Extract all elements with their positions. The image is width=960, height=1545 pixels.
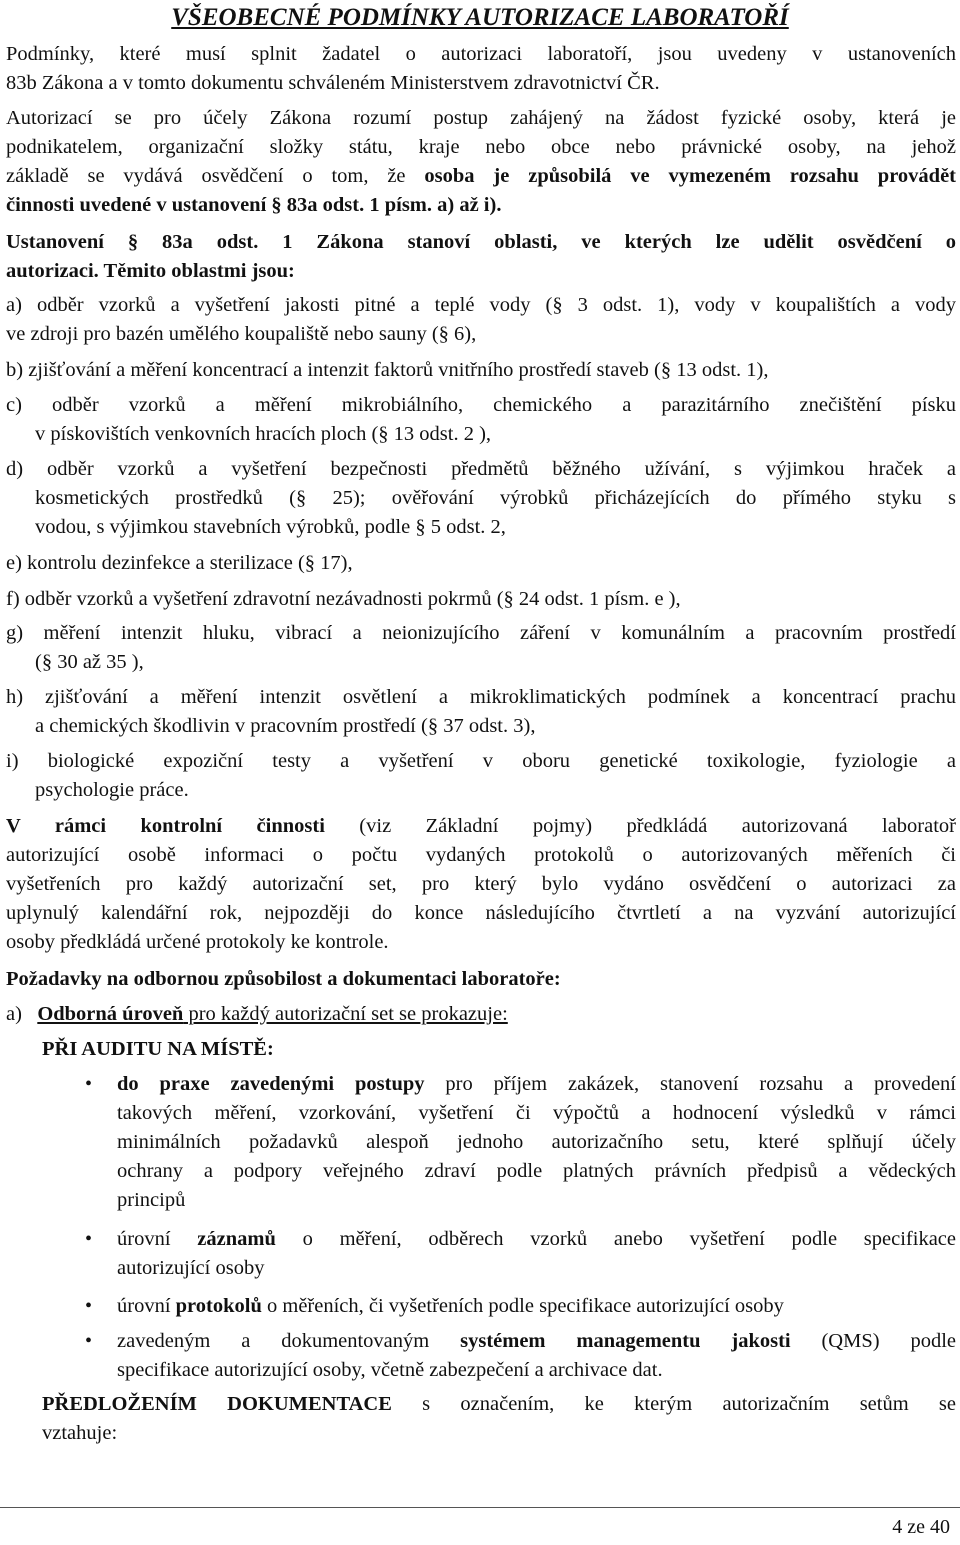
list-item-h: h) zjišťování a měření intenzit osvětlení a mikroklimatických podmínek a koncentrací prachu a chemických škodlivin v pracovním prostředí (§ 37 odst. 3), [6,686,956,737]
bullet-icon: • [85,1295,93,1317]
bullet-item-qms: zavedeným a dokumentovaným systémem managementu jakosti (QMS) podle specifikace autorizující osoby, včetně zabezpečení a archivace dat. [117,1330,956,1381]
odborna-uroven-line: a) Odborná úroveň pro každý autorizační set se prokazuje: [6,1003,508,1025]
intro-paragraph: Podmínky, které musí splnit žadatel o autorizaci laboratoří, jsou uvedeny v ustanoveních 83b Zákona a v tomto dokumentu schváleném Ministerstvem zdravotnictví ČR. [6,43,956,94]
list-item-a: a) odběr vzorků a vyšetření jakosti pitné a teplé vody (§ 3 odst. 1), vody v koupalištích a vody ve zdroji pro bazén umělého koupaliště nebo sauny (§ 6), [6,294,956,345]
audit-heading: PŘI AUDITU NA MÍSTĚ: [42,1038,274,1060]
list-item-c: c) odběr vzorků a měření mikrobiálního, chemického a parazitárního znečištění písku v pískovištích venkovních hracích ploch (§ 13 odst. 2 ), [6,394,956,445]
bullet-icon: • [85,1073,93,1095]
bullet-item-zaznamy: úrovní záznamů o měření, odběrech vzorků anebo vyšetření podle specifikace autorizující osoby [117,1228,956,1279]
page-number: 4 ze 40 [892,1516,950,1538]
ustanoveni-paragraph: Ustanovení § 83a odst. 1 Zákona stanoví oblasti, ve kterých lze udělit osvědčení o autorizaci. Těmito oblastmi jsou: [6,231,956,282]
section-heading: Požadavky na odbornou způsobilost a dokumentaci laboratoře: [6,968,561,990]
list-item-d: d) odběr vzorků a vyšetření bezpečnosti předmětů běžného užívání, s výjimkou hraček a kosmetických prostředků (§ 25); ověřování výrobků přicházejících do přímého styku s vodou, s výjimkou stavebních výrobků, podle § 5 odst. 2, [6,458,956,538]
list-item-f: f) odběr vzorků a vyšetření zdravotní nezávadnosti pokrmů (§ 24 odst. 1 písm. e ), [6,588,681,610]
footer-divider [0,1507,960,1508]
list-item-b: b) zjišťování a měření koncentrací a intenzit faktorů vnitřního prostředí staveb (§ 13 odst. 1), [6,359,769,381]
bullet-item-protokoly: úrovní protokolů o měřeních, či vyšetřeních podle specifikace autorizující osoby [117,1295,784,1317]
predlozeni-paragraph: PŘEDLOŽENÍM DOKUMENTACE s označením, ke kterým autorizačním setům se vztahuje: [42,1393,956,1444]
definition-paragraph: Autorizací se pro účely Zákona rozumí postup zahájený na žádost fyzické osoby, která je podnikatelem, organizační složky státu, kraje nebo obce nebo právnické osoby, na jehož základě se vydává osvědčení o tom, že osoba je způsobilá ve vymezeném rozsahu provádět činnosti uvedené v ustanovení § 83a odst. 1 písm. a) až i). [6,107,956,216]
list-item-i: i) biologické expoziční testy a vyšetření v oboru genetické toxikologie, fyziologie a psychologie práce. [6,750,956,801]
bullet-icon: • [85,1330,93,1352]
bullet-item-postupy: do praxe zavedenými postupy pro příjem zakázek, stanovení rozsahu a provedení takových měření, vzorkování, vyšetření či výpočtů a hodnocení výsledků v rámci minimálních požadavků alespoň jednoho autorizačního setu, které splňují účely ochrany a podpory veřejného zdraví podle platných právních předpisů a vědeckých principů [117,1073,956,1211]
kontrolni-paragraph: V rámci kontrolní činnosti (viz Základní pojmy) předkládá autorizovaná laboratoř autorizující osobě informaci o počtu vydaných protokolů o autorizovaných měřeních či vyšetřeních pro každý autorizační set, pro který bylo vydáno osvědčení o autorizaci za uplynulý kalendářní rok, nejpozději do konce následujícího čtvrtletí a na vyzvání autorizující osoby předkládá určené protokoly ke kontrole. [6,815,956,953]
list-item-g: g) měření intenzit hluku, vibrací a neionizujícího záření v komunálním a pracovním prostředí (§ 30 až 35 ), [6,622,956,673]
page-title: VŠEOBECNÉ PODMÍNKY AUTORIZACE LABORATOŘÍ [171,4,789,31]
list-item-e: e) kontrolu dezinfekce a sterilizace (§ 17), [6,552,353,574]
bullet-icon: • [85,1228,93,1250]
